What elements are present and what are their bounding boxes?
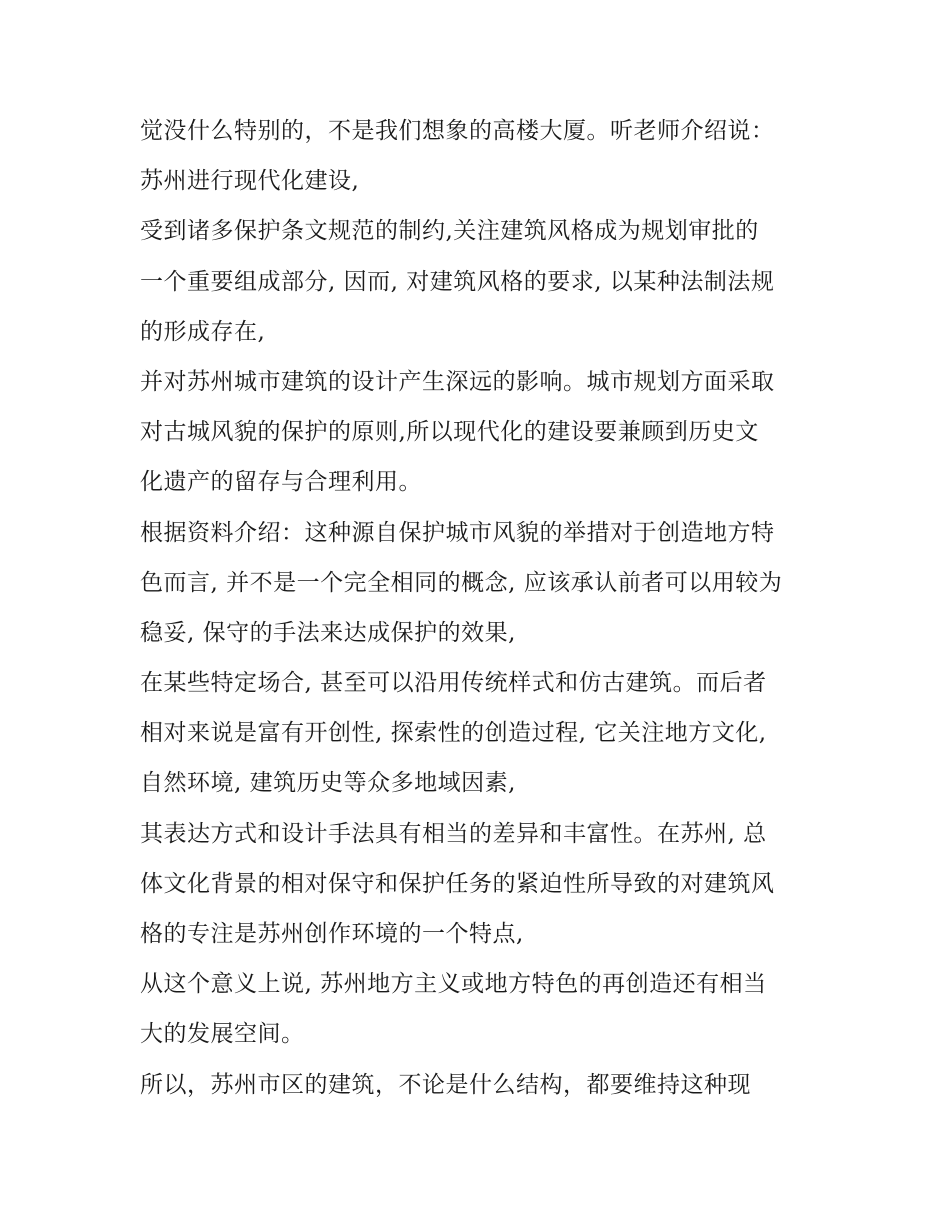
text-line: 体文化背景的相对保守和保护任务的紧迫性所导致的对建筑风 <box>140 870 775 897</box>
text-line: 大的发展空间。 <box>140 1021 305 1048</box>
text-line: 觉没什么特别的，不是我们想象的高楼大厦。听老师介绍说： <box>140 118 775 144</box>
text-line: 对古城风貌的保护的原则,所以现代化的建设要兼顾到历史文 <box>140 419 759 446</box>
text-line: 格的专注是苏州创作环境的一个特点, <box>140 921 524 947</box>
text-line: 根据资料介绍：这种源自保护城市风貌的举措对于创造地方特 <box>140 519 775 546</box>
text-line: 其表达方式和设计手法具有相当的差异和丰富性。在苏州, 总 <box>140 820 767 847</box>
text-line: 受到诸多保护条文规范的制约,关注建筑风格成为规划审批的 <box>140 218 759 245</box>
text-line: 的形成存在, <box>140 318 266 345</box>
text-line: 相对来说是富有开创性, 探索性的创造过程, 它关注地方文化, <box>140 720 767 747</box>
text-line: 一个重要组成部分, 因而, 对建筑风格的要求, 以某种法制法规 <box>140 268 775 295</box>
text-line: 并对苏州城市建筑的设计产生深远的影响。城市规划方面采取 <box>140 368 775 395</box>
text-line: 在某些特定场合, 甚至可以沿用传统样式和仿古建筑。而后者 <box>140 670 767 697</box>
text-line: 所以，苏州市区的建筑，不论是什么结构，都要维持这种现 <box>140 1071 751 1098</box>
text-line: 苏州进行现代化建设, <box>140 168 360 195</box>
text-line: 自然环境, 建筑历史等众多地域因素, <box>140 770 516 797</box>
text-line: 稳妥, 保守的手法来达成保护的效果, <box>140 619 516 646</box>
text-line: 色而言, 并不是一个完全相同的概念, 应该承认前者可以用较为 <box>140 569 783 596</box>
text-line: 化遗产的留存与合理利用。 <box>140 469 422 496</box>
body-text <box>140 106 830 1110</box>
text-line: 从这个意义上说, 苏州地方主义或地方特色的再创造还有相当 <box>140 971 767 998</box>
